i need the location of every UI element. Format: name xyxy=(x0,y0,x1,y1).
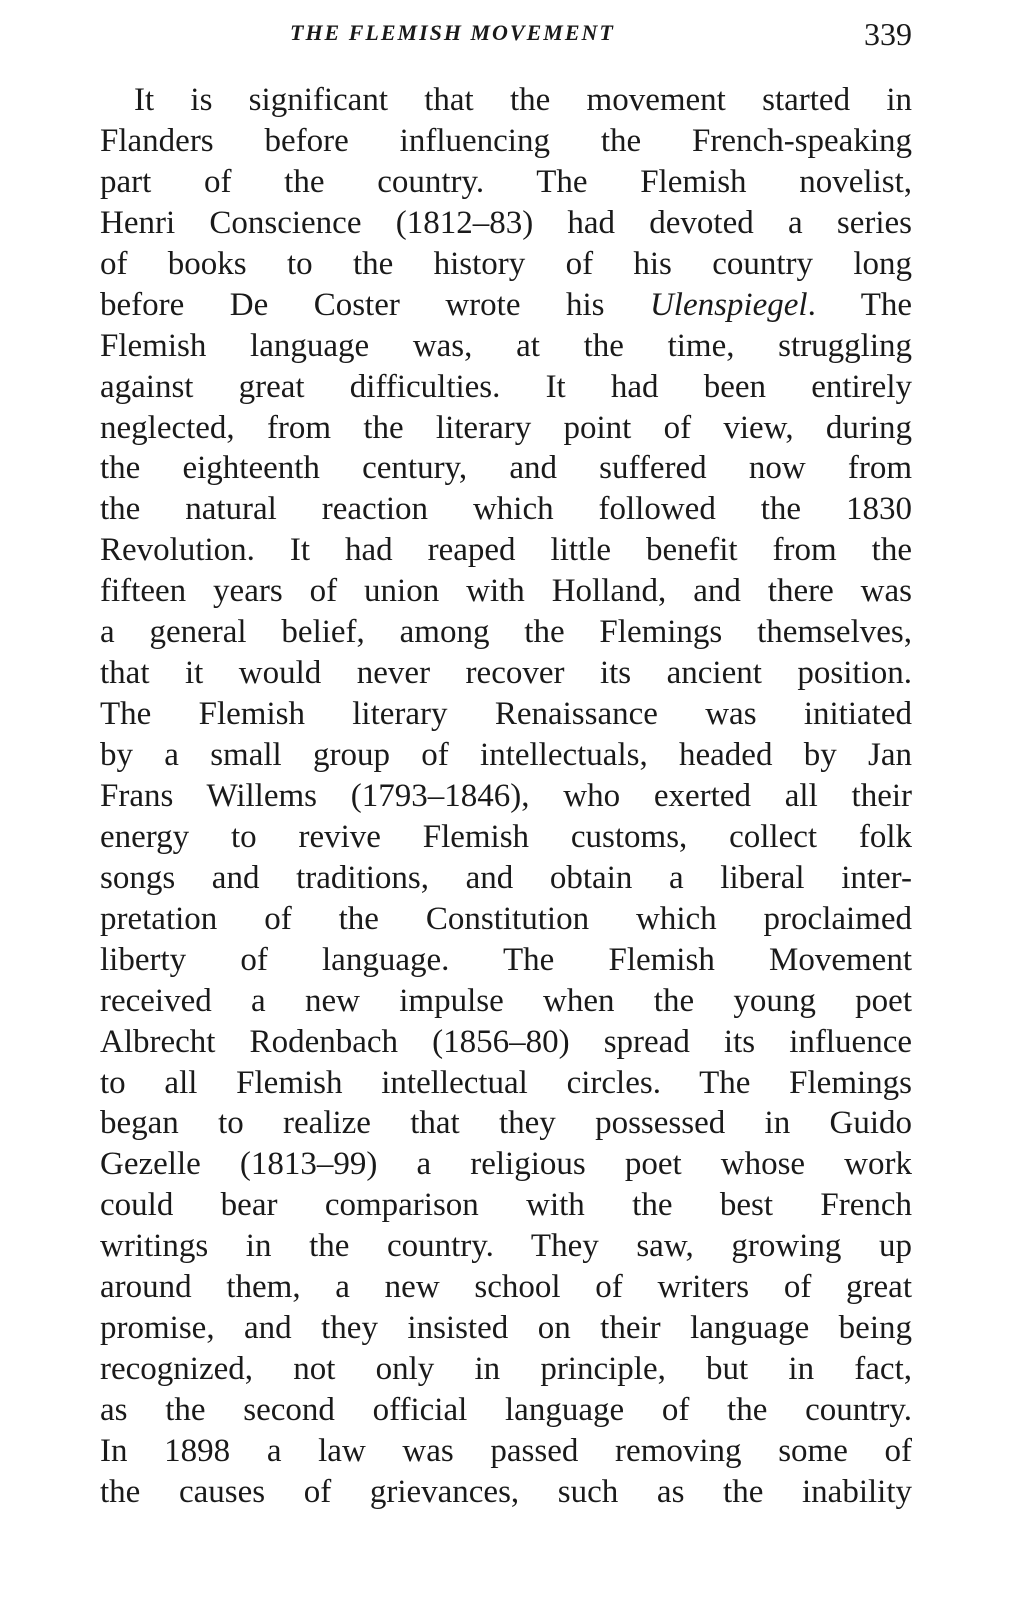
text-line: Frans Willems (1793–1846), who exerted all their xyxy=(100,777,912,814)
text-line: pretation of the Constitution which proclaimed xyxy=(100,900,912,937)
text-line: Revolution. It had reaped little benefit from the xyxy=(100,532,912,569)
running-title: THE FLEMISH MOVEMENT xyxy=(290,20,615,45)
text-line: to all Flemish intellectual circles. The Flemings xyxy=(100,1064,912,1101)
text-line: The Flemish literary Renaissance was initiated xyxy=(100,696,912,733)
text-line: the eighteenth century, and suffered now from xyxy=(100,450,912,487)
text-line: fifteen years of union with Holland, and there was xyxy=(100,573,912,610)
text-line: a general belief, among the Flemings themselves, xyxy=(100,614,912,651)
italic-book-title: Ulenspiegel xyxy=(649,286,808,323)
text-line: around them, a new school of writers of great xyxy=(100,1269,912,1306)
text-line: of books to the history of his country long xyxy=(100,245,912,282)
text-line: received a new impulse when the young poet xyxy=(100,982,912,1019)
text-line: Flanders before influencing the French-speaking xyxy=(100,122,912,159)
text-line: Henri Conscience (1812–83) had devoted a series xyxy=(100,204,912,241)
text-line: liberty of language. The Flemish Movement xyxy=(100,941,912,978)
text-line: the natural reaction which followed the 1830 xyxy=(100,491,912,528)
body-text xyxy=(100,80,912,1513)
running-head xyxy=(100,14,912,54)
text-line: the causes of grievances, such as the inability xyxy=(100,1473,912,1510)
text-line: against great difficulties. It had been entirely xyxy=(100,368,912,405)
text-line: Albrecht Rodenbach (1856–80) spread its influence xyxy=(100,1023,912,1060)
page-number: 339 xyxy=(864,16,912,52)
text-line: recognized, not only in principle, but in fact, xyxy=(100,1351,912,1388)
text-line-with-italic-title: before De Coster wrote his Ulenspiegel. The xyxy=(100,286,912,323)
text-line: began to realize that they possessed in Guido xyxy=(100,1105,912,1142)
text-line: writings in the country. They saw, growing up xyxy=(100,1228,912,1265)
text-line: neglected, from the literary point of view, during xyxy=(100,409,912,446)
text-line: songs and traditions, and obtain a liberal inter- xyxy=(100,859,912,896)
text-line: It is significant that the movement started in xyxy=(134,82,912,118)
text-line: Gezelle (1813–99) a religious poet whose work xyxy=(100,1146,912,1183)
text-line: as the second official language of the country. xyxy=(100,1392,912,1428)
text-line: could bear comparison with the best French xyxy=(100,1187,912,1224)
text-line: that it would never recover its ancient position. xyxy=(100,655,912,692)
text-line: by a small group of intellectuals, headed by Jan xyxy=(100,737,912,773)
text-line: energy to revive Flemish customs, collect folk xyxy=(100,818,912,855)
text-line: In 1898 a law was passed removing some of xyxy=(100,1432,912,1469)
text-line: Flemish language was, at the time, struggling xyxy=(100,327,912,364)
text-line: part of the country. The Flemish novelist, xyxy=(100,163,912,200)
text-line: promise, and they insisted on their language being xyxy=(100,1310,912,1347)
